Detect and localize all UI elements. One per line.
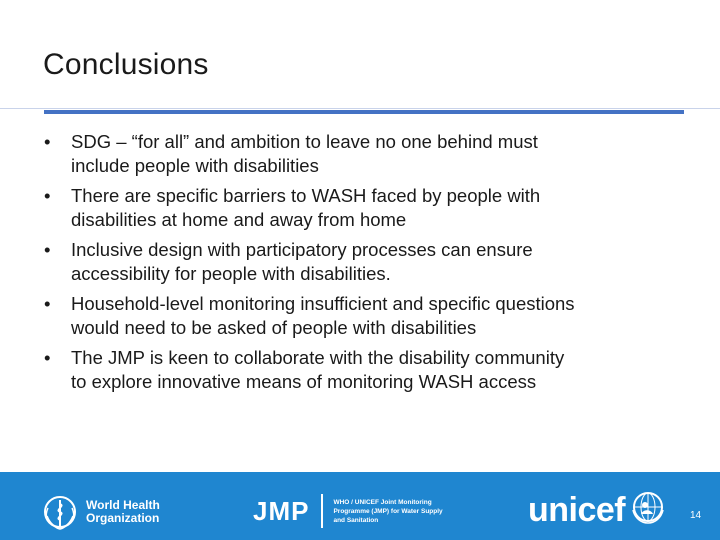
footer-bar — [0, 472, 720, 540]
who-logo — [40, 492, 160, 532]
bullet-item — [44, 292, 684, 339]
bullet-item — [44, 184, 684, 231]
bullet-text-line: Inclusive design with participatory processes can ensure — [71, 239, 533, 260]
title-divider-light — [0, 108, 720, 109]
unicef-emblem-icon — [629, 488, 667, 531]
who-name-line2: Organization — [86, 511, 160, 525]
bullet-text-line: There are specific barriers to WASH faced by people with — [71, 185, 541, 206]
slide-title: Conclusions — [43, 48, 209, 81]
bullet-item — [44, 238, 684, 285]
jmp-logo — [253, 494, 463, 528]
jmp-desc-line3: and Sanitation — [333, 516, 379, 524]
bullet-item — [44, 130, 684, 177]
bullet-marker: • — [44, 347, 51, 368]
bullet-marker: • — [44, 239, 51, 260]
unicef-logo — [528, 488, 667, 531]
bullet-text-line: disabilities at home and away from home — [71, 208, 407, 230]
bullet-item — [44, 346, 684, 393]
who-emblem-icon — [40, 492, 80, 532]
jmp-description — [333, 498, 463, 525]
jmp-wordmark: JMP — [253, 495, 310, 526]
who-name-line1: World Health — [86, 498, 160, 512]
bullet-text-line: SDG – “for all” and ambition to leave no one behind must — [71, 131, 538, 152]
jmp-separator — [321, 494, 323, 528]
bullet-text-line: accessibility for people with disabilities. — [71, 262, 391, 284]
bullet-list — [44, 130, 684, 400]
bullet-text-line: to explore innovative means of monitoring WASH access — [71, 370, 537, 392]
bullet-text-line: include people with disabilities — [71, 154, 319, 176]
bullet-text-line: Household-level monitoring insufficient and specific questions — [71, 293, 575, 314]
bullet-text-line: The JMP is keen to collaborate with the disability community — [71, 347, 565, 368]
slide-number: 14 — [690, 510, 702, 521]
bullet-text-line: would need to be asked of people with disabilities — [71, 316, 477, 338]
jmp-desc-line2: Programme (JMP) for Water Supply — [333, 507, 443, 515]
bullet-marker: • — [44, 131, 51, 152]
bullet-marker: • — [44, 185, 51, 206]
unicef-wordmark: unicef — [528, 490, 626, 529]
bullet-marker: • — [44, 293, 51, 314]
title-divider — [44, 110, 684, 114]
jmp-desc-line1: WHO / UNICEF Joint Monitoring — [333, 498, 432, 506]
